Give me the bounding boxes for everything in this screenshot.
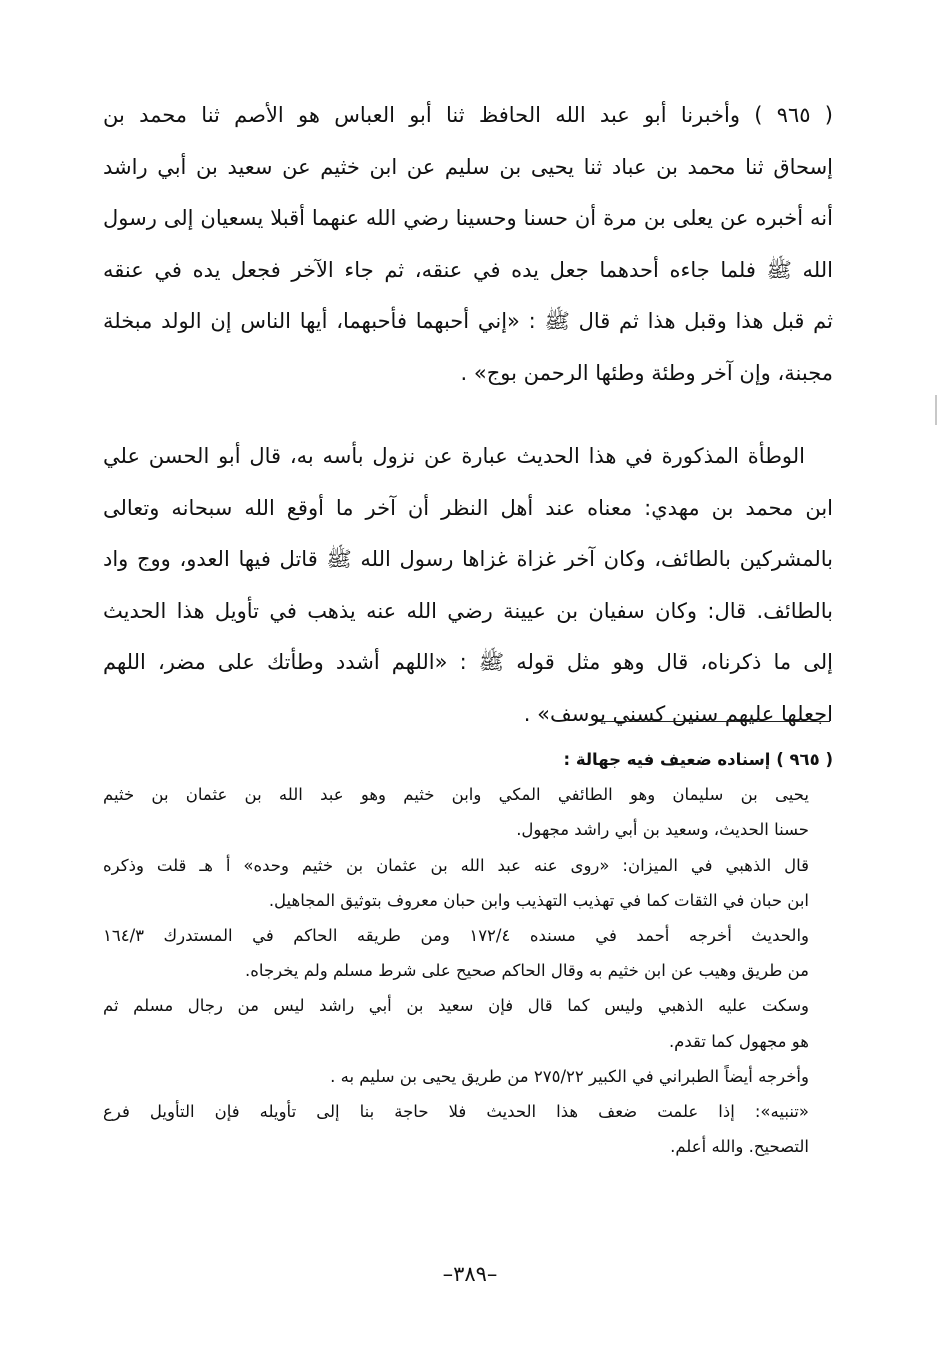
- text-line: إلى ما ذكرناه، قال وهو مثل قوله ﷺ : «اللهم أشدد وطأتك على مضر، اللهم: [103, 650, 833, 674]
- footnote-heading: ( ٩٦٥ ) إسناده ضعيف فيه جهالة :: [563, 750, 833, 769]
- footnote-divider: [595, 721, 830, 722]
- footnote-line: حسنا الحديث، وسعيد بن أبي راشد مجهول.: [516, 820, 809, 840]
- footnote-line: قال الذهبي في الميزان: «روى عنه عبد الله بن عثمان بن خثيم وحده» أ هـ قلت وذكره: [103, 855, 809, 875]
- text-line: مجبنة، وإن آخر وطئة وطئها الرحمن بوج» .: [460, 360, 833, 385]
- text-line: بالمشركين بالطائف، وكان آخر غزاة غزاها رسول الله ﷺ قاتل فيها العدو، ووج واد: [103, 547, 833, 571]
- text-line: اجعلها عليهم سنين كسني يوسف» .: [523, 701, 833, 726]
- footnote-line: والحديث أخرجه أحمد في مسنده ١٧٢/٤ ومن طريقه الحاكم في المستدرك ١٦٤/٣: [103, 925, 809, 945]
- text-line: ابن محمد بن مهدي: معناه عند أهل النظر أن آخر ما أوقع الله سبحانه وتعالى: [103, 495, 833, 520]
- footnote-line: هو مجهول كما تقدم.: [668, 1031, 809, 1051]
- scan-edge-mark: [935, 395, 937, 425]
- footnote-line: وسكت عليه الذهبي وليس كما قال فإن سعيد بن أبي راشد ليس من رجال مسلم ثم: [103, 996, 809, 1016]
- text-line: إسحاق ثنا محمد بن عباد ثنا يحيى بن سليم عن ابن خثيم عن سعيد بن أبي راشد: [103, 154, 833, 179]
- text-line: ثم قبل هذا وقبل هذا ثم قال ﷺ : «إني أحبهما فأحبهما، أيها الناس إن الولد مبخلة: [103, 309, 833, 333]
- text-line: الوطأة المذكورة في هذا الحديث عبارة عن نزول بأسه به، قال أبو الحسن علي: [103, 444, 805, 468]
- text-line: بالطائف. قال: وكان سفيان بن عيينة رضي الله عنه يذهب في تأويل هذا الحديث: [103, 598, 833, 623]
- text-line: أنه أخبره عن يعلى بن مرة أن حسنا وحسينا رضي الله عنهما أقبلا يسعيان إلى رسول: [103, 206, 833, 230]
- footnote-line: وأخرجه أيضاً الطبراني في الكبير ٢٧٥/٢٢ من طريق يحيى بن سليم به .: [330, 1066, 809, 1086]
- footnote-line: «تنبيه»: إذا علمت ضعف هذا الحديث فلا حاجة بنا إلى تأويله فإن التأويل فرع: [103, 1101, 809, 1121]
- footnote-line: التصحيح. والله أعلم.: [670, 1137, 809, 1157]
- hadith-paragraph: [103, 90, 833, 399]
- footnote-block: [103, 742, 833, 1164]
- footnote-line: يحيى بن سليمان وهو الطائفي المكي وابن خثيم وهو عبد الله بن عثمان بن خثيم: [103, 785, 809, 805]
- text-line: ( ٩٦٥ ) وأخبرنا أبو عبد الله الحافظ ثنا أبو العباس هو الأصم ثنا محمد بن: [103, 103, 833, 127]
- footnote-line: من طريق وهيب عن ابن خثيم به وقال الحاكم صحيح على شرط مسلم ولم يخرجاه.: [245, 961, 809, 981]
- footnote-line: ابن حبان في الثقات كما في تهذيب التهذيب وابن حبان معروف بتوثيق المجاهيل.: [268, 890, 809, 910]
- commentary-paragraph: [103, 431, 833, 740]
- text-line: الله ﷺ فلما جاءه أحدهما جعل يده في عنقه، ثم جاء الآخر فجعل يده في عنقه: [103, 257, 833, 282]
- page-number: –٣٨٩–: [442, 1262, 498, 1286]
